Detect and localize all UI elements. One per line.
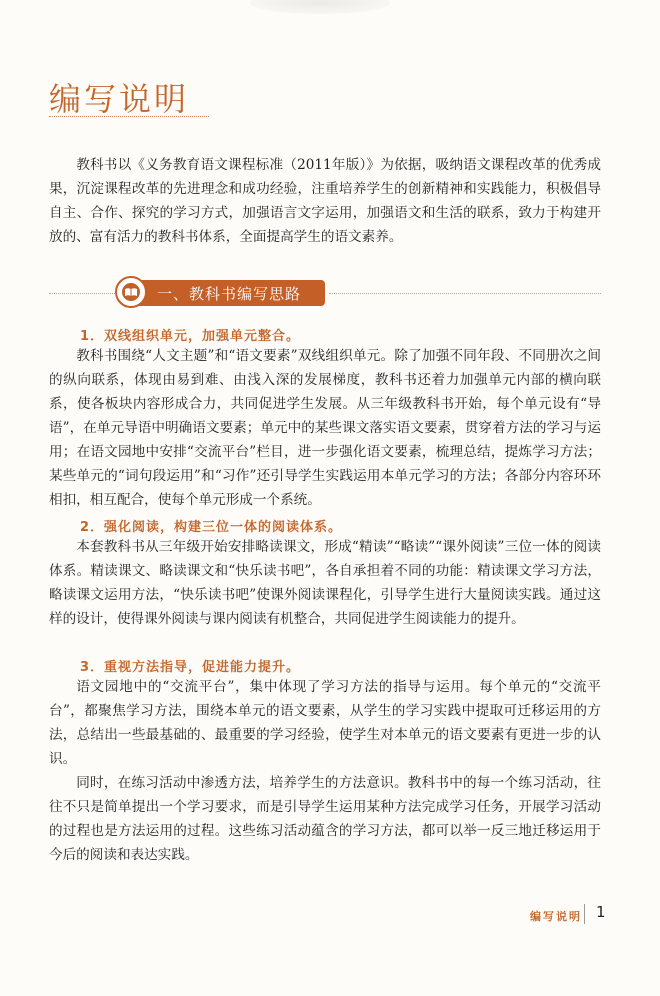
point-1-paragraph: 教科书围绕“人文主题”和“语文要素”双线组织单元。除了加强不同年段、不同册次之间的纵向联系，体现由易到难、由浅入深的发展梯度，教科书还着力加强单元内部的横向联系，使各板块内容形成合力，共同促进学生发展。从三年级教科书开始，每个单元设有“导语”，在单元导语中明确语文要素；单元中的某些课文落实语文要素，贯穿着方法的学习与运用；在语文园地中安排“交流平台”栏目，进一步强化语文要素，梳理总结，提炼学习方法；某些单元的“词句段运用”和“习作”还引导学生实践运用本单元学习的方法；各部分内容环环相扣，相互配合，使每个单元形成一个系统。 [49, 348, 601, 508]
footer-section-label: 编写说明 [530, 910, 582, 923]
section-dotted-rule-right [329, 293, 601, 294]
section-header [49, 280, 601, 306]
page-number: 1 [596, 903, 606, 921]
intro-paragraph: 教科书以《义务教育语文课程标准（2011年版）》为依据，吸纳语文课程改革的优秀成果，沉淀课程改革的先进理念和成功经验，注重培养学生的创新精神和实践能力，积极倡导自主、合作、探究的学习方式，加强语言文字运用，加强语文和生活的联系，致力于构建开放的、富有活力的教科书体系，全面提高学生的语文素养。 [49, 157, 601, 245]
open-book-icon [115, 276, 147, 308]
point-2-paragraph: 本套教科书从三年级开始安排略读课文，形成“精读”“略读”“课外阅读”三位一体的阅读体系。精读课文、略读课文和“快乐读书吧”，各自承担着不同的功能：精读课文学习方法，略读课文运用方法，“快乐读书吧”使课外阅读课程化，引导学生进行大量阅读实践。通过这样的设计，使得课外阅读与课内阅读有机整合，共同促进学生阅读能力的提升。 [49, 539, 601, 627]
page-title: 编写说明 [49, 80, 190, 118]
point-3-heading: 3．重视方法指导，促进能力提升。 [80, 660, 301, 675]
footer-divider [584, 904, 585, 924]
title-dotted-rule [49, 116, 209, 117]
section-label: 一、教科书编写思路 [157, 285, 302, 303]
page-top-shadow [250, 0, 390, 14]
point-1-heading: 1．双线组织单元，加强单元整合。 [80, 329, 301, 344]
section-banner [117, 280, 325, 306]
point-3-paragraph-1: 语文园地中的“交流平台”，集中体现了学习方法的指导与运用。每个单元的“交流平台”，都聚焦学习方法，围绕本单元的语文要素，从学生的学习实践中提取可迁移运用的方法，总结出一些最基础的、最重要的学习经验，使学生对本单元的语文要素有更进一步的认识。 [49, 679, 601, 767]
section-dotted-rule-left [49, 293, 115, 294]
point-3-paragraph-2: 同时，在练习活动中渗透方法，培养学生的方法意识。教科书中的每一个练习活动，往往不只是简单提出一个学习要求，而是引导学生运用某种方法完成学习任务，开展学习活动的过程也是方法运用的过程。这些练习活动蕴含的学习方法，都可以举一反三地迁移运用于今后的阅读和表达实践。 [49, 775, 601, 863]
point-2-heading: 2．强化阅读，构建三位一体的阅读体系。 [80, 520, 343, 535]
